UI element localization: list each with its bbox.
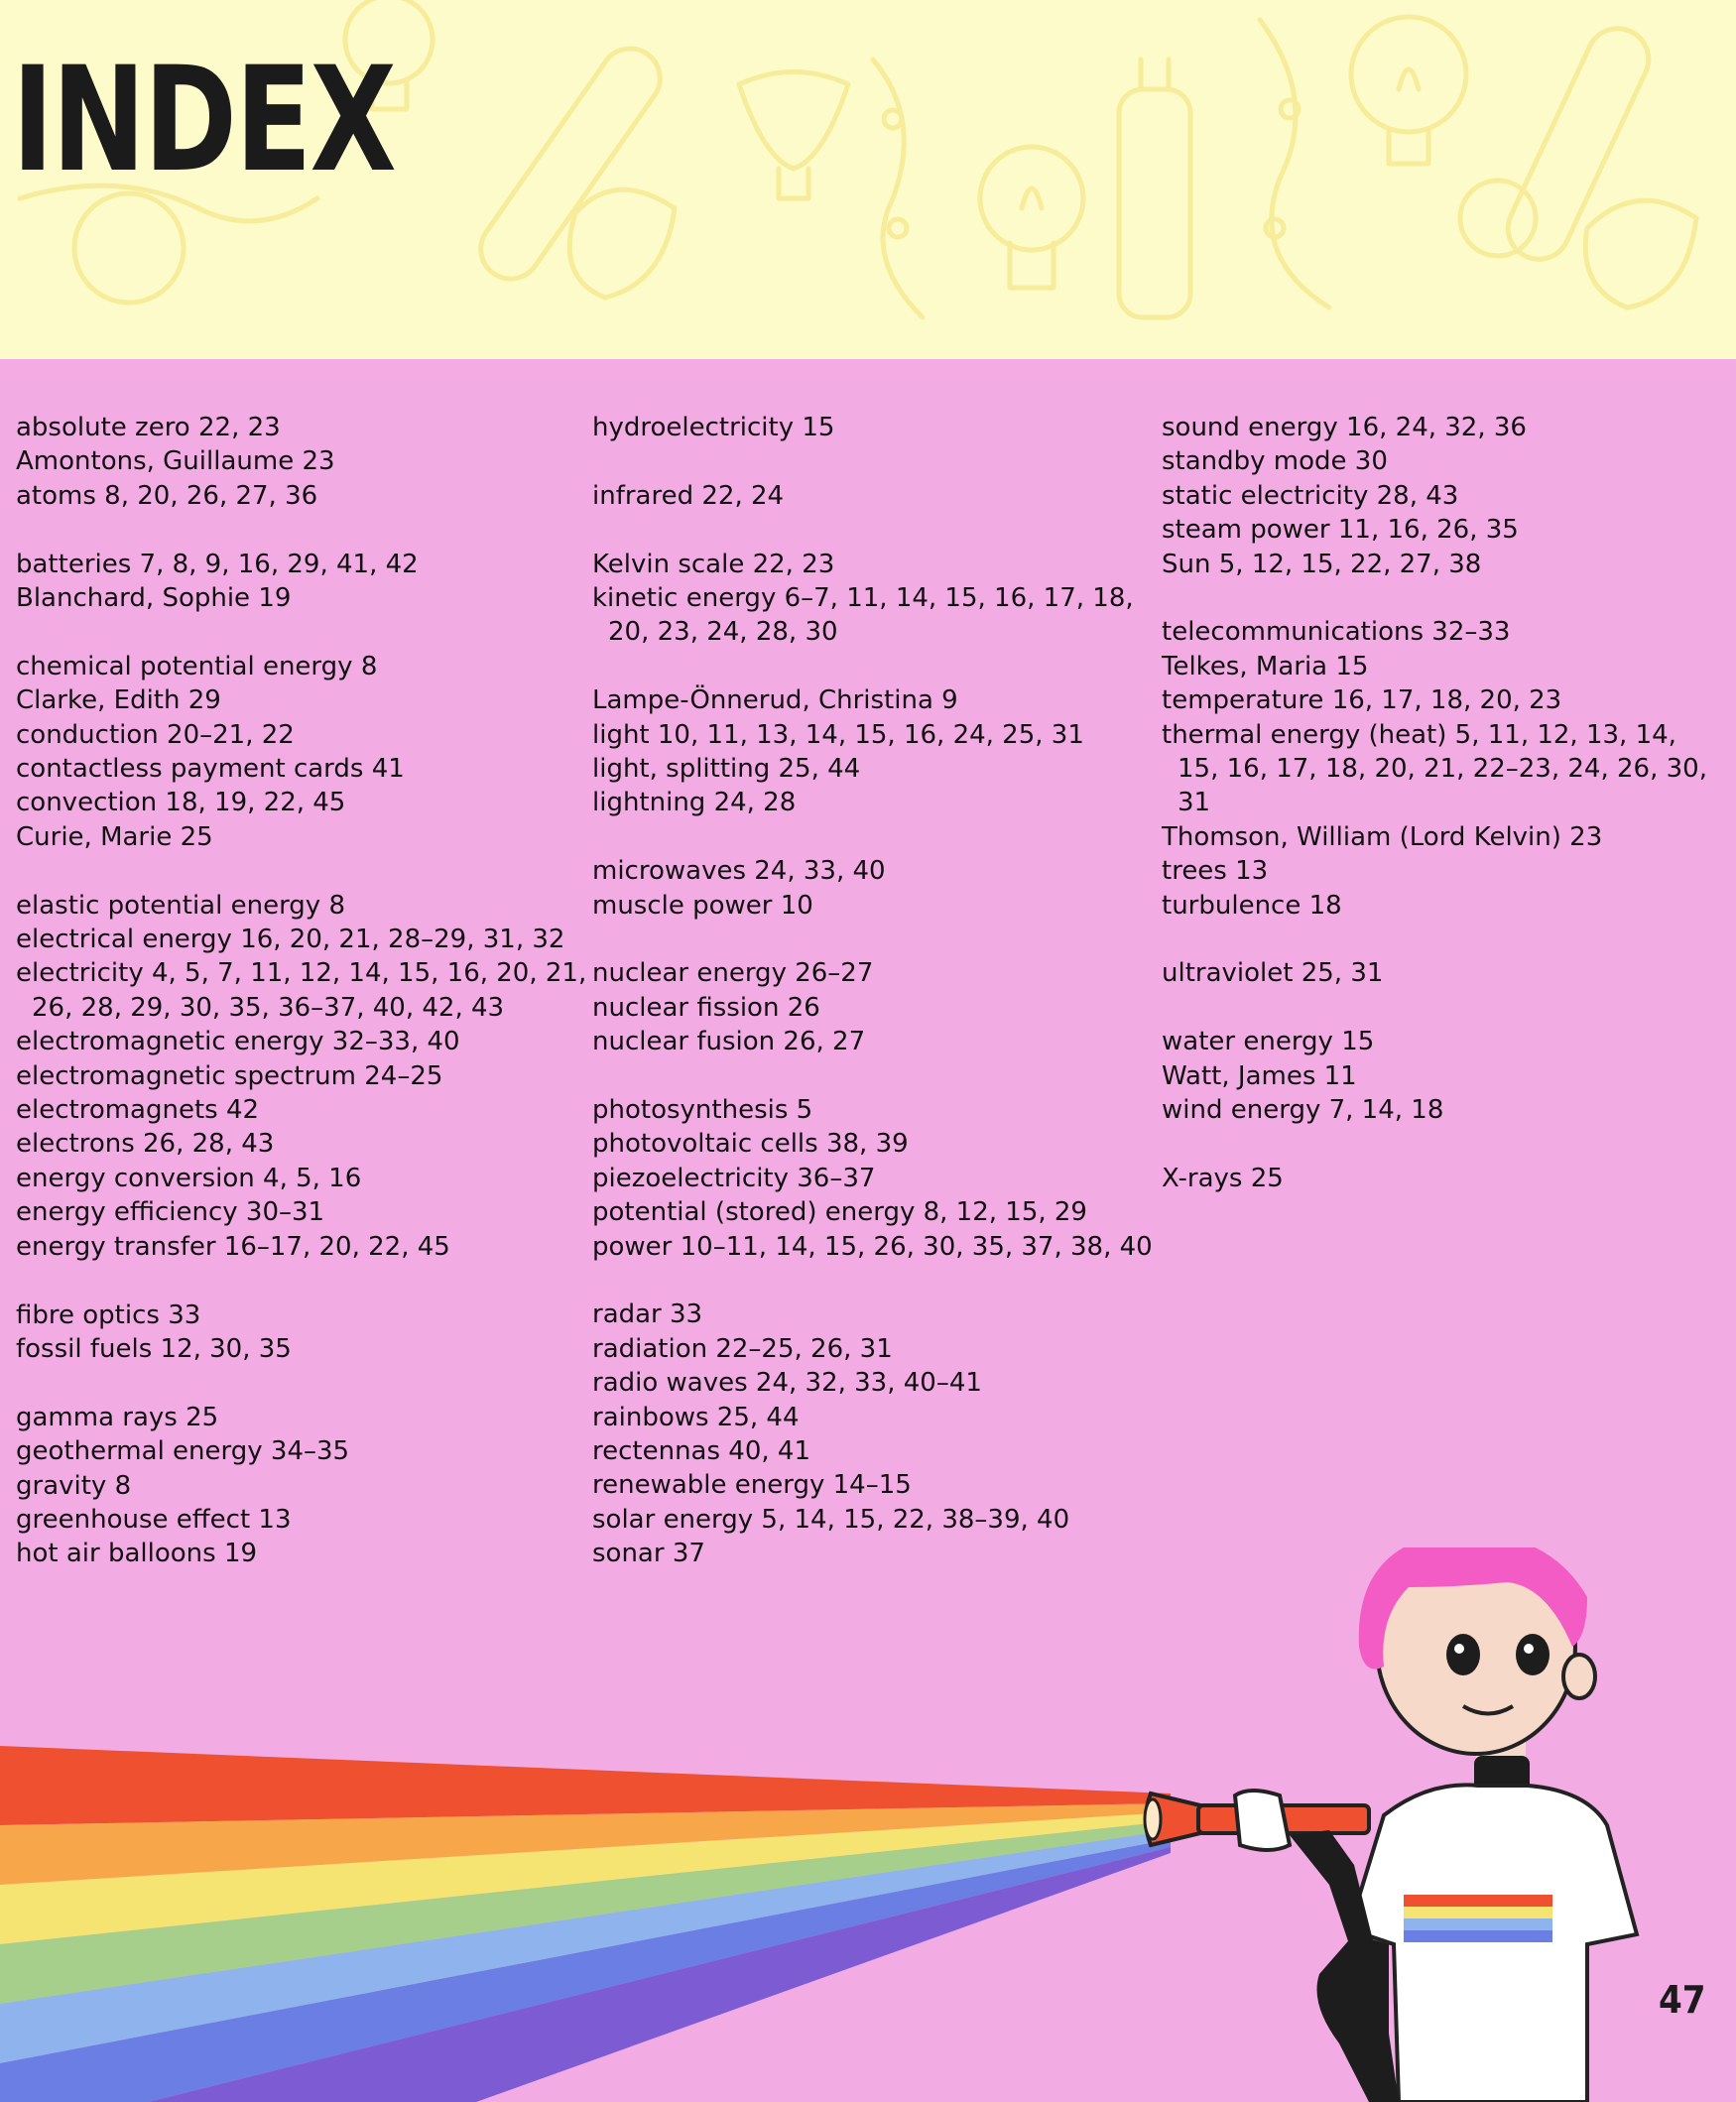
index-entry: Thomson, William (Lord Kelvin) 23 [1162,821,1603,852]
index-entry: radio waves 24, 32, 33, 40–41 [592,1368,982,1399]
index-entry: batteries 7, 8, 9, 16, 29, 41, 42 [16,549,419,579]
index-entry: steam power 11, 16, 26, 35 [1162,515,1519,546]
index-group [16,1298,591,1367]
index-entry: atoms 8, 20, 26, 27, 36 [16,480,318,511]
index-column-1 [16,411,591,1605]
index-entry: geothermal energy 34–35 [16,1436,350,1467]
index-entry: rainbows 25, 44 [592,1402,800,1432]
flashlight-rainbow-illustration [0,1547,1736,2102]
index-entry: water energy 15 [1162,1027,1375,1057]
index-entry: muscle power 10 [592,890,813,921]
index-column-3 [1162,411,1717,1230]
index-entry: sonar 37 [592,1539,705,1569]
index-entry: static electricity 28, 43 [1162,480,1459,511]
page-title: INDEX [12,36,396,204]
index-group [1162,1162,1717,1195]
index-entry: Lampe-Önnerud, Christina 9 [592,685,958,716]
index-entry: energy efficiency 30–31 [16,1197,325,1228]
index-entry: infrared 22, 24 [592,480,785,511]
page-number: 47 [1659,1978,1706,2022]
index-group [1162,956,1717,990]
index-entry: turbulence 18 [1162,890,1342,921]
index-group [592,683,1168,820]
index-entry: elastic potential energy 8 [16,890,345,921]
index-group [592,411,1168,444]
index-entry: Blanchard, Sophie 19 [16,583,292,614]
index-group [16,1401,591,1571]
index-entry: electromagnetic spectrum 24–25 [16,1060,443,1091]
index-group [16,650,591,854]
index-entry: electricity 4, 5, 7, 11, 12, 14, 15, 16, 20, 21, 26, 28, 29, 30, 35, 36–37, 40, 42, 43 [16,958,587,1023]
index-entry: power 10–11, 14, 15, 26, 30, 35, 37, 38, 40 [592,1231,1153,1262]
index-entry: temperature 16, 17, 18, 20, 23 [1162,685,1562,716]
index-entry: photovoltaic cells 38, 39 [592,1129,909,1160]
index-group [592,1093,1168,1264]
light-bulb-icon [74,193,184,303]
index-entry: electrons 26, 28, 43 [16,1129,275,1160]
index-entry: Kelvin scale 22, 23 [592,549,835,579]
index-entry: potential (stored) energy 8, 12, 15, 29 [592,1197,1087,1228]
index-column-2 [592,411,1168,1605]
index-entry: Curie, Marie 25 [16,821,213,852]
index-entry: conduction 20–21, 22 [16,719,295,750]
flashlight-icon [1145,1791,1374,1944]
index-group [16,889,591,1264]
index-entry: contactless payment cards 41 [16,754,405,785]
index-entry: sound energy 16, 24, 32, 36 [1162,413,1527,442]
index-group [592,1298,1168,1570]
index-entry: Telkes, Maria 15 [1162,651,1369,681]
index-entry: ultraviolet 25, 31 [1162,958,1384,989]
index-group [592,479,1168,513]
index-entry: light, splitting 25, 44 [592,754,861,785]
fluorescent-tube-icon [1498,19,1659,270]
spotlight-bulb-icon [1585,200,1696,308]
index-entry: hot air balloons 19 [16,1539,258,1569]
index-entry: Watt, James 11 [1162,1060,1357,1091]
index-entry: fossil fuels 12, 30, 35 [16,1333,292,1364]
index-entry: Sun 5, 12, 15, 22, 27, 38 [1162,549,1482,579]
index-entry: electromagnetic energy 32–33, 40 [16,1027,460,1057]
light-bulb-icon [1351,17,1466,164]
index-entry: energy transfer 16–17, 20, 22, 45 [16,1231,450,1262]
index-entry: fibre optics 33 [16,1299,201,1330]
index-entry: electromagnets 42 [16,1095,260,1126]
light-bulb-icon [980,147,1083,288]
index-entry: gravity 8 [16,1470,132,1501]
index-group [592,548,1168,650]
tube-bulb-icon [1119,60,1190,317]
index-entry: radar 33 [592,1299,703,1330]
index-entry: solar energy 5, 14, 15, 22, 38–39, 40 [592,1504,1070,1535]
index-entry: light 10, 11, 13, 14, 15, 16, 24, 25, 31 [592,719,1084,750]
header-band [0,0,1736,359]
spotlight-bulb-icon [569,189,675,298]
index-entry: nuclear fission 26 [592,992,820,1023]
index-entry: thermal energy (heat) 5, 11, 12, 13, 14, 15, 16, 17, 18, 20, 21, 22–23, 24, 26, 30, 31 [1162,719,1707,818]
index-entry: wind energy 7, 14, 18 [1162,1095,1444,1126]
index-entry: kinetic energy 6–7, 11, 14, 15, 16, 17, 18, 20, 23, 24, 28, 30 [592,583,1134,648]
index-group [1162,615,1717,923]
index-entry: telecommunications 32–33 [1162,617,1511,648]
index-group [592,956,1168,1058]
index-entry: photosynthesis 5 [592,1095,813,1126]
index-group [592,854,1168,923]
index-entry: nuclear fusion 26, 27 [592,1027,866,1057]
index-entry: trees 13 [1162,856,1269,887]
index-entry: piezoelectricity 36–37 [592,1163,876,1193]
light-bulb-icon [1460,181,1536,256]
index-group [16,548,591,616]
index-entry: Clarke, Edith 29 [16,685,221,716]
index-entry: energy conversion 4, 5, 16 [16,1163,362,1193]
index-entry: lightning 24, 28 [592,788,797,818]
rainbow-beam [0,1746,1171,2102]
index-entry: radiation 22–25, 26, 31 [592,1333,893,1364]
spotlight-bulb-icon [739,72,848,199]
index-group [1162,1025,1717,1127]
index-entry: hydroelectricity 15 [592,413,835,442]
index-group [16,411,591,513]
index-entry: greenhouse effect 13 [16,1504,292,1535]
index-entry: rectennas 40, 41 [592,1436,810,1467]
index-entry: standby mode 30 [1162,446,1388,477]
index-entry: X-rays 25 [1162,1163,1284,1193]
index-entry: convection 18, 19, 22, 45 [16,788,346,818]
index-entry: electrical energy 16, 20, 21, 28–29, 31, 32 [16,925,565,955]
index-entry: chemical potential energy 8 [16,651,378,681]
index-entry: gamma rays 25 [16,1402,219,1432]
index-group [1162,411,1717,581]
index-entry: Amontons, Guillaume 23 [16,446,335,477]
index-entry: microwaves 24, 33, 40 [592,856,886,887]
index-entry: nuclear energy 26–27 [592,958,874,989]
index-entry: renewable energy 14–15 [592,1470,912,1501]
index-entry: absolute zero 22, 23 [16,413,281,442]
